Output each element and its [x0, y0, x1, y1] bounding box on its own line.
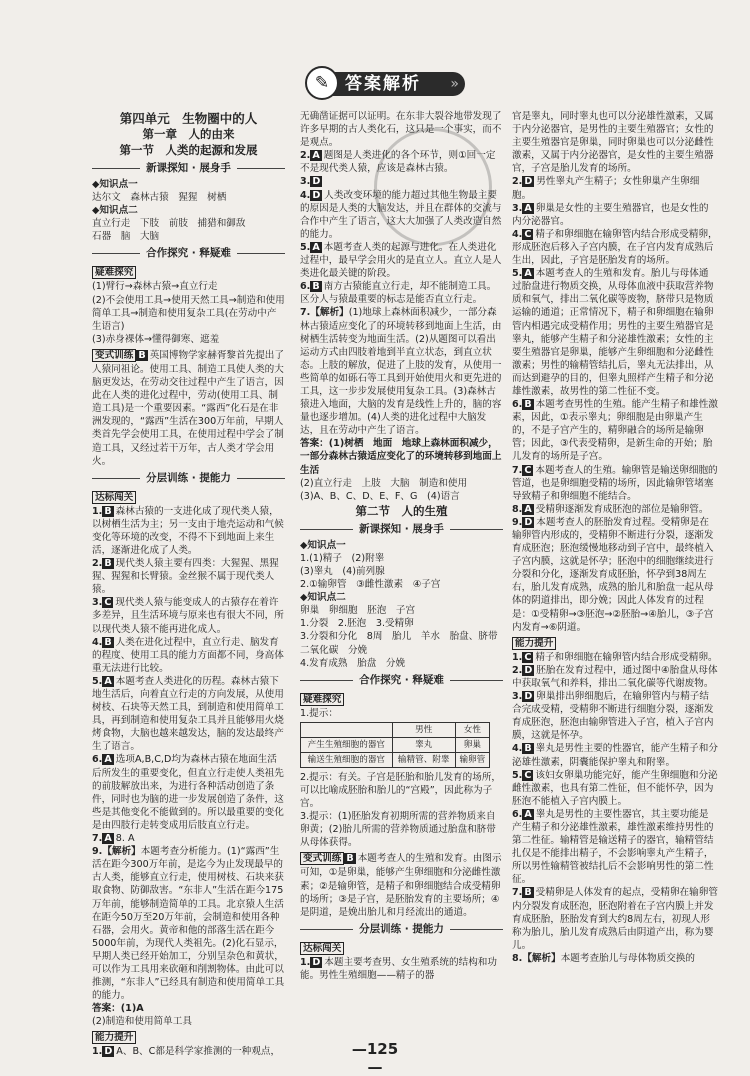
- section-tag: 疑难探究: [300, 693, 344, 706]
- question-number: 3.: [300, 176, 311, 188]
- table-cell: 输送生殖细胞的器官: [301, 752, 393, 767]
- answer-letter: B: [104, 505, 112, 517]
- answer-letter: C: [104, 597, 112, 609]
- answer-banner: [305, 66, 465, 100]
- answer-letter: C: [524, 769, 532, 781]
- text-line: [92, 753, 285, 832]
- body-text: 1.(1)精子 (2)附睾: [300, 552, 385, 564]
- question-number: 2.: [92, 558, 103, 570]
- answer-letter: B: [524, 743, 532, 755]
- body-text: 3.分裂和分化 8周 胎儿 羊水 胎盘、脐带 二氧化碳 分娩: [300, 631, 508, 656]
- section-tag: 达标闯关: [92, 491, 136, 504]
- table-header-cell: [301, 722, 393, 737]
- section-bar-label: 新课探知 · 展身手: [353, 523, 450, 535]
- question-number: 5.: [512, 268, 523, 280]
- text-line: [512, 769, 718, 808]
- answer-letter: B: [346, 853, 354, 865]
- text-line: [300, 707, 503, 720]
- question-number: 1.: [92, 505, 103, 517]
- column-right: [512, 110, 718, 1035]
- question-number: 9.: [512, 516, 523, 528]
- section-tag: 疑难探究: [92, 266, 136, 279]
- text-line: [92, 557, 285, 596]
- answer-letter: B: [524, 887, 532, 899]
- text-line: [512, 808, 718, 887]
- question-number: 7.: [92, 833, 103, 845]
- question-number: 4.: [512, 228, 523, 240]
- table-cell: 输卵管: [455, 752, 489, 767]
- answer-letter: A: [312, 241, 320, 253]
- text-line: [92, 1015, 285, 1028]
- text-line: [92, 636, 285, 675]
- body-text: ◆知识点一: [92, 179, 138, 190]
- body-text: 第一章 人的由来: [142, 127, 235, 141]
- body-text: 精子和卵细胞在输卵管内结合形成受精卵。: [535, 651, 718, 663]
- body-text: 睾丸是男性主要的性器官，能产生精子和分泌雄性激素，阴囊能保护睾丸和附睾。: [512, 743, 718, 768]
- answer-letter: B: [524, 399, 532, 411]
- text-line: [92, 346, 285, 468]
- quill-icon: ✎: [305, 66, 339, 100]
- text-line: [300, 956, 503, 982]
- section-bar-label: 新课探知 · 展身手: [140, 162, 237, 174]
- question-number: 5.: [300, 241, 311, 253]
- question-number: 3.: [92, 597, 103, 609]
- body-text: 本题考查男性的生殖。能产生精子和雄性激素，因此，①表示睾丸；卵细胞是由卵巢产生的，不是子宫产生的，精卵融合的场所是输卵管；因此，③代表受精卵，是新生命的开始；胎儿发育的场所是子宫。: [512, 399, 718, 463]
- body-text: 2.提示：有关。子宫是胚胎和胎儿发育的场所，可以比喻成胚胎和胎儿的“宫殿”，因此称为子宫。: [300, 771, 502, 810]
- text-line: [92, 596, 285, 635]
- table-header-cell: 男性: [392, 722, 455, 737]
- body-text: 答案：(1)A: [92, 1003, 144, 1015]
- answer-letter: A: [524, 202, 532, 214]
- body-text: 卵巢是女性的主要生殖器官，也是女性的内分泌器官。: [512, 202, 709, 227]
- text-line: [92, 191, 285, 204]
- text-line: [92, 204, 285, 217]
- question-number: 2.: [300, 150, 311, 162]
- body-text: 本题考查人的生殖和发育。胎儿与母体通过胎盘进行物质交换，从母体血液中获取营养物质和氧气，排出二氧化碳等废物，脐带只是物质运输的通道；正常情况下，精子和卵细胞在输卵管内相遇完成受精作用；男性的主要生殖器官是睾丸，能够产生精子和分泌雄性激素；女性的主要生殖器官是卵巢，能够产生卵细胞和分泌雌性激素；男性的输精管结扎后，睾丸无法排出，从而达到避孕的目的，但睾丸照样产生精子和分泌雄性激素，故男性的第二性征不变。: [512, 268, 714, 397]
- body-text: ◆知识点二: [300, 592, 346, 604]
- section-bar: [92, 161, 285, 176]
- body-text: 森林古猿的一支进化成了现代类人猿，以树栖生活为主；另一支由于地壳运动和气候变化等环境的改变，不得不下到地面上来生活，逐渐进化成了人类。: [92, 505, 284, 556]
- answer-letter: D: [312, 189, 321, 201]
- answer-letter: B: [138, 349, 146, 361]
- question-number: 9.: [92, 846, 103, 858]
- reproductive-organs-table: [300, 722, 490, 768]
- table-header-cell: 女性: [455, 722, 489, 737]
- body-text: 1.提示：: [300, 707, 338, 719]
- answer-letter: A: [524, 808, 532, 820]
- text-line: [300, 604, 503, 617]
- text-line: [300, 630, 508, 656]
- body-text: 题图是人类进化的各个环节，则①回一定不是现代类人猿，应该是森林古猿。: [300, 150, 496, 175]
- answer-letter: D: [524, 664, 533, 676]
- body-text: 无确凿证据可以证明。在东非大裂谷地带发现了许多早期的古人类化石，这只是一个事实，而不是观点。: [300, 111, 502, 149]
- answer-letter: A: [312, 150, 320, 162]
- body-text: 官是睾丸，同时睾丸也可以分泌雄性激素，又属于内分泌器官，是男性的主要生殖器官；女性的主要生殖器官是卵巢，同时卵巢也可以分泌雌性激素，又属于内分泌器官，是女性的主要生殖器官，子宫是胎儿发育的场所。: [512, 111, 714, 175]
- text-line: [300, 617, 503, 630]
- answer-letter: A: [524, 268, 532, 280]
- body-text: 本题主要考查男、女生殖系统的结构和功能。男性生殖细胞——精子的器: [300, 956, 497, 981]
- question-number: 6.: [92, 754, 103, 766]
- text-line: [512, 503, 718, 516]
- column-left: [92, 110, 285, 1058]
- text-line: [92, 217, 285, 230]
- answer-letter: D: [312, 176, 321, 188]
- question-number: 5.: [512, 769, 523, 781]
- body-text: 男性睾丸产生精子；女性卵巢产生卵细胞。: [512, 176, 700, 201]
- question-number: 6.: [300, 281, 311, 293]
- answer-letter: D: [104, 1046, 113, 1058]
- body-text: 卵巢 卵细胞 胚泡 子宫: [300, 605, 416, 617]
- double-arrow-icon: »: [450, 76, 459, 92]
- text-line: [92, 294, 285, 333]
- table-row: [301, 752, 490, 767]
- body-text: (3)A、B、C、D、E、F、G (4)语言: [300, 490, 460, 502]
- body-text: 本题考查人的生殖。输卵管是输送卵细胞的管道，也是卵细胞受精的场所，因此输卵管堵塞导致精子和卵细胞不能结合。: [512, 464, 718, 502]
- body-text: 答案：(1)树栖 地面 地球上森林面积减少，一部分森林古猿适应变化了的环境转移到地面上生活: [300, 438, 502, 476]
- text-line: [512, 952, 718, 965]
- text-line: [300, 565, 503, 578]
- section-bar: [300, 673, 503, 688]
- text-line: [512, 228, 718, 267]
- text-line: [300, 306, 503, 437]
- heading: [92, 142, 285, 158]
- text-line: [92, 1045, 285, 1058]
- body-text: 本题考查人类进化的历程。森林古猿下地生活后，向着直立行走的方向发展，从使用树枝、石块等天然工具，到制造和使用简单工具，再到制造和使用复杂工具并且能够用火烧烤食物，大脑也越来越发达，脑的发达最终产生了语言。: [92, 675, 284, 753]
- answer-letter: A: [104, 754, 112, 766]
- answer-letter: A: [104, 833, 112, 845]
- section-tag: 能力提升: [512, 637, 556, 650]
- heading: [300, 503, 503, 519]
- body-text: 南方古猿能直立行走，却不能制造工具。区分人与猿最重要的标志是能否直立行走。: [300, 281, 497, 306]
- text-line: [512, 516, 718, 634]
- text-line: [300, 552, 503, 565]
- question-number: 3.: [512, 691, 523, 703]
- question-number: 5.: [92, 675, 103, 687]
- body-text: 8. A: [115, 833, 135, 845]
- answer-letter: D: [524, 176, 533, 188]
- body-text: (3)赤身裸体→懂得御寒、遮羞: [92, 333, 220, 345]
- text-line: [300, 490, 503, 503]
- question-number: 7.: [512, 464, 523, 476]
- text-line: [512, 886, 718, 951]
- body-text: (3)睾丸 (4)前列腺: [300, 566, 385, 577]
- question-number: 2.: [512, 664, 523, 676]
- text-line: [300, 849, 503, 918]
- body-text: (1)地球上森林面积减少，一部分森林古猿适应变化了的环境转移到地面上生活，由树栖生活转变为地面生活。(2)从题图可以看出运动方式由四肢着地到半直立状态，到直立状态。上肢的解放，促进了上肢的发育，从使用一些简单的如砾石等工具到开始使用火和更先进的工具，这一步步发展使用复杂工具。(3)森林古猿进入地面，大脑的发育是线性上升的，脑的容量也逐步增加。(4)人类的进化过程中大脑发达，且在劳动中产生了语言。: [300, 307, 502, 437]
- text-line: [92, 675, 285, 754]
- body-text: 卵巢排出卵细胞后，在输卵管内与精子结合完成受精，受精卵不断进行细胞分裂，逐渐发育成胚泡，胚泡由输卵管进入子宫，植入子宫内膜，这就是怀孕。: [512, 691, 714, 742]
- text-line: [92, 1002, 285, 1015]
- page-number: —125—: [351, 1040, 399, 1076]
- body-text: 人类改变环境的能力超过其他生物最主要的原因是人类的大脑发达，并且在群体的交流与合作中产生了语言，这大大加强了人类改造自然的能力。: [300, 189, 502, 240]
- answer-letter: C: [524, 228, 532, 240]
- text-line: [92, 178, 285, 191]
- column-middle: [300, 110, 508, 1035]
- body-text: ◆知识点二: [92, 205, 138, 217]
- explanation-label: 【解析】: [102, 846, 141, 858]
- body-text: (1)臂行→森林古猿→直立行走: [92, 281, 218, 293]
- section-tag: 能力提升: [92, 1031, 136, 1044]
- body-text: 第四单元 生物圈中的人: [119, 111, 258, 126]
- text-line: [512, 664, 718, 690]
- section-bar-label: 分层训练 · 提能力: [140, 472, 237, 484]
- answer-letter: B: [104, 558, 112, 570]
- text-line: [300, 280, 503, 306]
- body-text: 睾丸是男性的主要性器官，其主要功能是产生精子和分泌雄性激素，雄性激素维持男性的第二性征。输精管是输送精子的器官，输精管结扎仅是不能排出精子，不会影响睾丸产生精子，所以男性输精管被结扎后不会影响男性的第二性征。: [512, 808, 714, 886]
- question-number: 7.: [512, 887, 523, 899]
- body-text: 3.提示：(1)胚胎发育初期所需的营养物质来自卵黄；(2)胎儿所需的营养物质通过胎盘和脐带从母体获得。: [300, 811, 496, 849]
- table-cell: 卵巢: [455, 737, 489, 752]
- table-cell: 睾丸: [392, 737, 455, 752]
- answer-letter: D: [524, 516, 533, 528]
- text-line: [512, 202, 718, 228]
- text-line: [92, 505, 285, 557]
- question-number: 8.: [512, 503, 523, 515]
- text-line: [300, 690, 503, 707]
- body-text: 胚胎在发育过程中，通过图中④胎盘从母体中获取氧气和养料，排出二氧化碳等代谢废物。: [512, 664, 718, 689]
- body-text: 2.①输卵管 ③雌性激素 ④子宫: [300, 579, 441, 591]
- text-line: [300, 657, 503, 670]
- text-line: [512, 690, 718, 742]
- body-text: 4.发育成熟 胎盘 分娩: [300, 657, 406, 669]
- body-text: 现代类人猿主要有四类：大猩猩、黑猩猩、猩猩和长臂猿。金丝猴不属于现代类人猿。: [92, 558, 279, 596]
- text-line: [300, 241, 503, 280]
- question-number: 4.: [512, 743, 523, 755]
- body-text: 第一节 人类的起源和发展: [119, 143, 258, 157]
- text-line: [92, 333, 285, 346]
- section-tag: 变式训练: [92, 349, 136, 362]
- section-bar: [300, 522, 503, 537]
- body-text: A、B、C都是科学家推测的一种观点，: [116, 1046, 281, 1058]
- text-line: [92, 832, 285, 845]
- text-line: [512, 398, 718, 463]
- section-bar: [300, 922, 503, 937]
- body-text: 人类在进化过程中，直立行走、脑发育的程度、使用工具的能力方面都不同，身高体重无法进行比较。: [92, 636, 284, 674]
- answer-letter: B: [312, 281, 320, 293]
- body-text: 受精卵是人体发育的起点，受精卵在输卵管内分裂发育成胚泡，胚泡附着在子宫内膜上并发育成胚胎，胚胎发育到大约8周左右，初现人形称为胎儿，胎儿发育成熟后由阴道产出，称为婴儿。: [512, 887, 718, 951]
- text-line: [512, 267, 718, 398]
- answer-letter: A: [524, 503, 532, 515]
- answer-letter: B: [104, 636, 112, 648]
- text-line: [512, 742, 718, 768]
- question-number: 6.: [512, 399, 523, 411]
- text-line: [300, 110, 503, 149]
- body-text: 石器 脑 大脑: [92, 231, 160, 243]
- section-bar: [92, 471, 285, 486]
- question-number: 7.: [300, 307, 311, 319]
- explanation-label: 【解析】: [310, 307, 349, 319]
- question-number: 2.: [512, 176, 523, 188]
- question-number: 4.: [92, 636, 103, 648]
- text-line: [300, 771, 503, 810]
- body-text: 1.分裂 2.胚泡 3.受精卵: [300, 618, 414, 630]
- heading: [92, 127, 285, 142]
- text-line: [300, 939, 503, 956]
- body-text: 本题考查人的生殖和发育。由图示可知，①是卵巢，能够产生卵细胞和分泌雌性激素；②是输卵管，是精子和卵细胞结合成受精卵的场所；③是子宫，是胚胎发育的主要场所；④是阴道，是娩出胎儿和月经流出的通道。: [300, 853, 502, 918]
- text-line: [512, 651, 718, 664]
- body-text: 英国博物学家赫胥黎首先提出了人猿同祖论。使用工具、制造工具使人类的大脑更发达，在劳动交往过程中产生了语言，因此在人类的进化过程中，劳动(使用工具、制造工具)是一个重要因素。“露西”化石是在非洲发现的，“露西”生活在300万年前，早期人类首先学会使用工具，在使用过程中学会了制造工具，又经过若干万年，古人类才学会用火。: [92, 349, 284, 467]
- body-text: 受精卵逐渐发育成胚泡的部位是输卵管。: [535, 503, 709, 515]
- text-line: [300, 591, 503, 604]
- text-line: [300, 578, 503, 591]
- section-tag: 达标闯关: [300, 942, 344, 955]
- table-cell: 产生生殖细胞的器官: [301, 737, 393, 752]
- text-line: [512, 634, 718, 651]
- question-number: 6.: [512, 808, 523, 820]
- body-text: (2)直立行走 上肢 大脑 制造和使用: [300, 477, 468, 489]
- answer-letter: D: [524, 691, 533, 703]
- question-number: 1.: [92, 1046, 103, 1058]
- body-text: ◆知识点一: [300, 539, 346, 551]
- body-text: (2)不会使用工具→使用天然工具→制造和使用简单工具→制造和使用复杂工具(在劳动中产生语言): [92, 294, 285, 332]
- body-text: 现代类人猿与能变成人的古猿存在着许多差异，且生活环境与原来也有很大不同，所以现代类人猿不能再进化成人。: [92, 597, 284, 635]
- question-number: 4.: [300, 189, 311, 201]
- body-text: 精子和卵细胞在输卵管内结合形成受精卵，形成胚泡后移入子宫内膜，在子宫内发育成熟后生出，因此，子宫是胚胎发育的场所。: [512, 228, 718, 267]
- text-line: [300, 539, 503, 552]
- text-line: [300, 477, 503, 490]
- text-line: [92, 263, 285, 280]
- text-line: [92, 230, 285, 243]
- answer-letter: D: [312, 956, 321, 968]
- text-line: [512, 175, 718, 201]
- body-text: 选项A,B,C,D均为森林古猿在地面生活后所发生的重要变化，但直立行走使人类祖先的前肢解放出来，为进行各种活动创造了条件，同时也为脑的进一步发展创造了条件，这些是其他变化不能做到的。所以最重要的变化是由四肢行走转变成用后肢直立行走。: [92, 754, 284, 831]
- body-text: 该妇女卵巢功能完好，能产生卵细胞和分泌雌性激素，也具有第二性征，但不能怀孕，因为胚泡不能植入子宫内膜上。: [512, 769, 718, 807]
- body-text: 直立行走 下肢 前肢 捕猎和御敌: [92, 218, 246, 230]
- body-text: 本题考查人类的起源与进化。在人类进化过程中，最早学会用火的是直立人。直立人是人类进化最关键的阶段。: [300, 241, 502, 280]
- answer-letter: C: [524, 464, 532, 476]
- text-line: [92, 280, 285, 293]
- section-tag: 变式训练: [300, 852, 344, 865]
- banner-title: 答案解析: [345, 74, 421, 94]
- table-cell: 输精管、附睾: [392, 752, 455, 767]
- body-text: 本题考查人的胚胎发育过程。受精卵是在输卵管内形成的，受精卵不断进行分裂，逐渐发育成胚泡；胚泡缓慢地移动到子宫中，最终植入子宫内膜，这就是怀孕；胚泡中的细胞继续进行分裂和分化，逐渐发育成胚胎，怀孕到38周左右，胎儿发育成熟，成熟的胎儿和胎盘一起从母体的阴道排出，即分娩；因此人体发育的过程是：①受精卵→③胚泡→②胚胎→④胎儿，③子宫内发育→⑥阴道。: [512, 516, 714, 633]
- text-line: [512, 110, 718, 175]
- question-number: 8.: [512, 952, 523, 964]
- text-line: [92, 488, 285, 505]
- table-row: [301, 737, 490, 752]
- section-bar-label: 合作探究 · 释疑难: [140, 247, 237, 259]
- body-text: 本题考查分析能力。(1)“露西”生活在距今300万年前，是迄今为止发现最早的古人类，能够直立行走，使用树枝、石块来获取食物、防御敌害。“东非人”生活在距今175万年前，能够制造简单的工具。北京猿人生活在距今50万至20万年前，会制造和使用各种石器，会用火。黄帝和他的部落生活在距今5000年前，为现代人类祖先。(2)化石显示，早期人类已经开始加工，分别呈杂色和黄状，可以作为工具用来砍砸和削割物体。由此可以推测，“东非人”已经具有制造和使用简单工具的能力。: [92, 846, 285, 1002]
- explanation-label: 【解析】: [522, 952, 561, 964]
- body-text: 第二节 人的生殖: [355, 503, 448, 518]
- text-line: [300, 189, 503, 241]
- section-bar-label: 分层训练 · 提能力: [353, 923, 450, 935]
- body-text: 本题考查胎儿与母体物质交换的: [560, 952, 696, 964]
- text-line: [512, 464, 718, 503]
- answer-letter: A: [104, 675, 112, 687]
- question-number: 1.: [512, 651, 523, 663]
- text-line: [300, 437, 503, 476]
- section-bar-label: 合作探究 · 释疑难: [353, 674, 450, 686]
- text-line: [300, 810, 503, 849]
- text-line: [92, 1028, 285, 1045]
- question-number: 3.: [512, 202, 523, 214]
- heading: [92, 110, 285, 127]
- question-number: 1.: [300, 956, 311, 968]
- body-text: 达尔文 森林古猿 猩猩 树栖: [92, 192, 227, 204]
- answer-letter: C: [524, 651, 532, 663]
- section-bar: [92, 246, 285, 261]
- text-line: [300, 175, 503, 188]
- text-line: [300, 149, 503, 175]
- text-line: [92, 845, 285, 1002]
- body-text: (2)制造和使用简单工具: [92, 1016, 192, 1028]
